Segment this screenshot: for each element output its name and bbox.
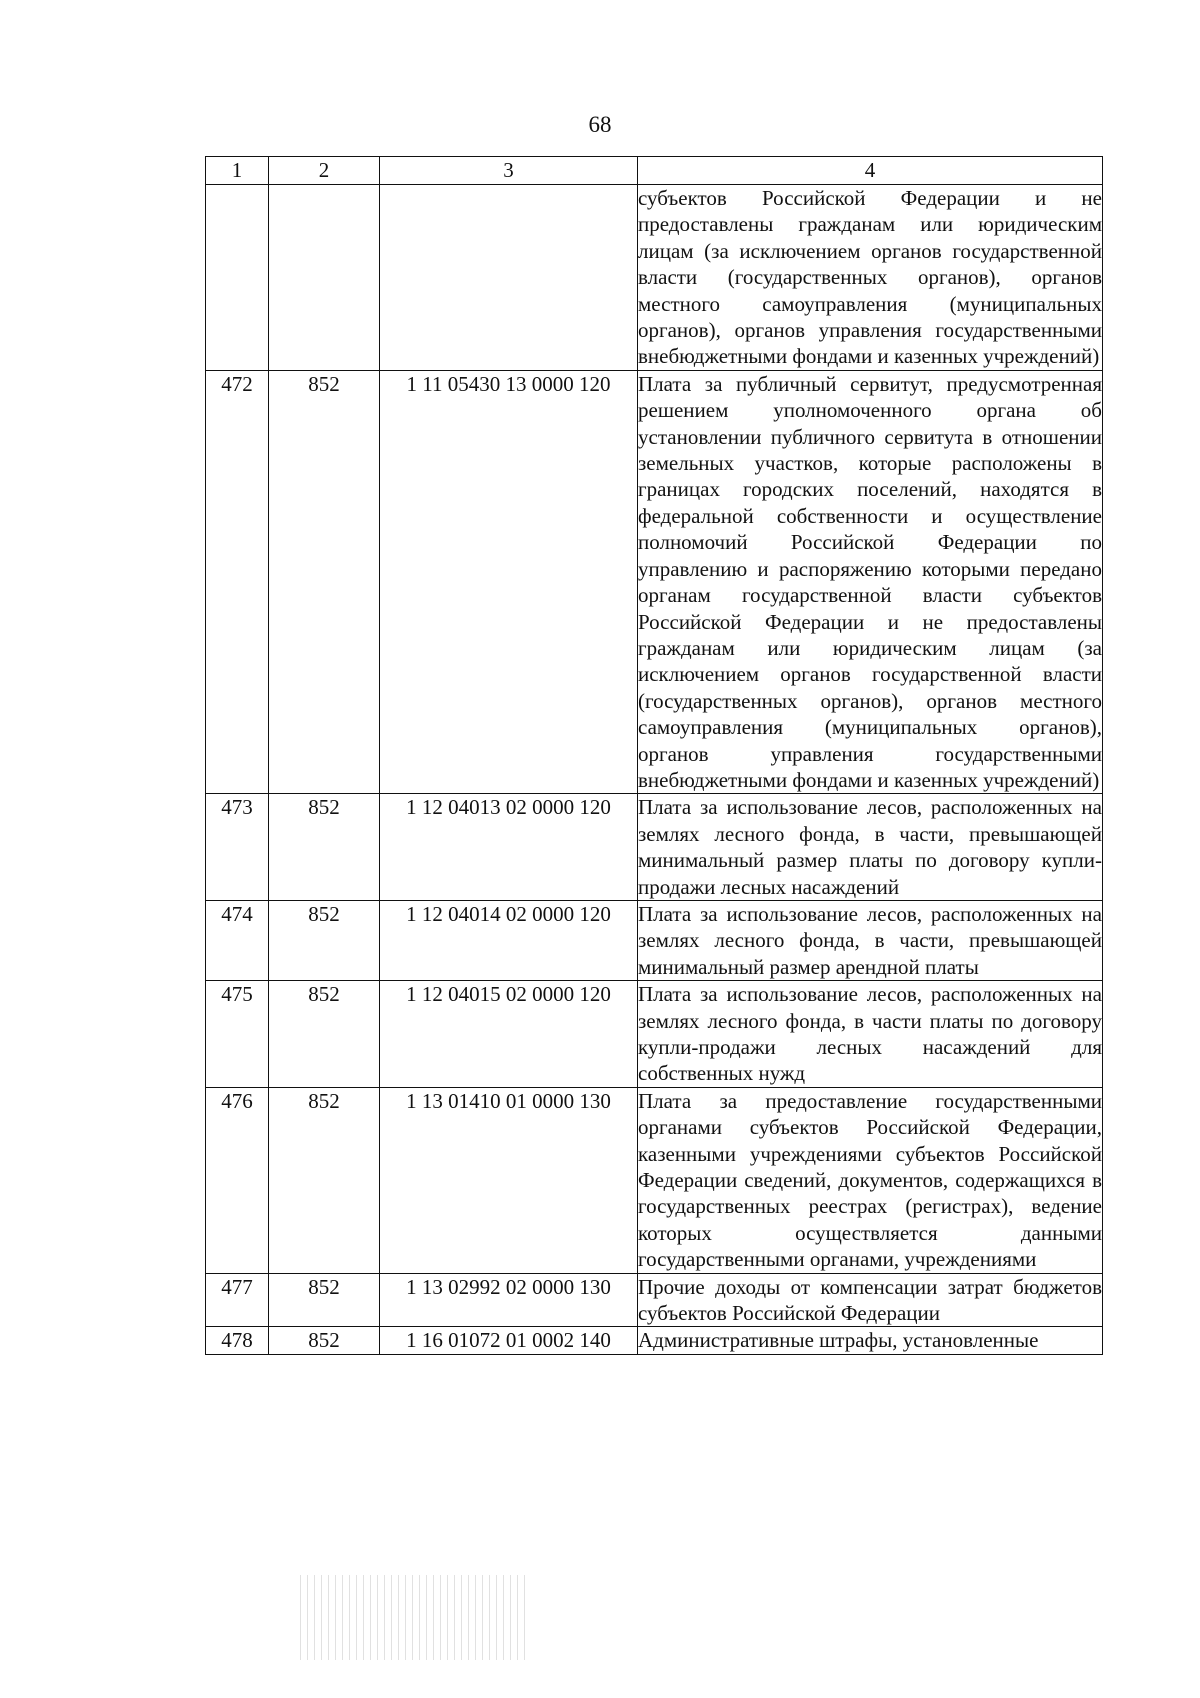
table-row [206, 185, 1103, 371]
description-cell: Плата за использование лесов, расположенных на землях лесного фонда, в части, превышающей минимальный размер платы по договору купли-продажи лесных насаждений [638, 795, 1102, 899]
row-number-cell: 476 [206, 1087, 269, 1273]
budget-code-cell: 1 12 04013 02 0000 120 [380, 794, 638, 901]
budget-code-cell: 1 16 01072 01 0002 140 [380, 1327, 638, 1354]
row-number-cell: 478 [206, 1327, 269, 1354]
row-number-cell: 473 [206, 794, 269, 901]
admin-code-cell: 852 [269, 1273, 380, 1327]
description-cell: субъектов Российской Федерации и не предоставлены гражданам или юридическим лицам (за исключением органов государственной власти (государственных органов), органов местного самоуправления (муниципальных органов), органов управления государственными внебюджетными фондами и казенных учреждений) [638, 186, 1102, 369]
description-cell: Плата за использование лесов, расположенных на землях лесного фонда, в части платы по договору купли-продажи лесных насаждений для собственных нужд [638, 982, 1102, 1086]
budget-code-cell [380, 185, 638, 371]
table-row [206, 981, 1103, 1088]
table-row [206, 1327, 1103, 1354]
row-number-cell [206, 185, 269, 371]
table-row [206, 900, 1103, 980]
table-row [206, 794, 1103, 901]
admin-code-cell: 852 [269, 794, 380, 901]
description-cell: Плата за использование лесов, расположенных на землях лесного фонда, в части, превышающей минимальный размер арендной платы [638, 901, 1102, 979]
admin-code-cell: 852 [269, 1327, 380, 1354]
description-cell: Административные штрафы, установленные [638, 1327, 1103, 1354]
admin-code-cell: 852 [269, 1087, 380, 1273]
table-row [206, 370, 1103, 794]
budget-code-cell: 1 13 02992 02 0000 130 [380, 1273, 638, 1327]
row-number-cell: 472 [206, 370, 269, 794]
table-row [206, 1273, 1103, 1327]
budget-code-cell: 1 12 04014 02 0000 120 [380, 900, 638, 980]
column-header-4: 4 [638, 157, 1103, 185]
page-number: 68 [588, 112, 612, 137]
budget-code-cell: 1 11 05430 13 0000 120 [380, 370, 638, 794]
revenue-codes-table [205, 156, 1103, 1355]
scan-artifact [300, 1575, 525, 1660]
budget-code-cell: 1 13 01410 01 0000 130 [380, 1087, 638, 1273]
description-cell: Плата за публичный сервитут, предусмотренная решением уполномоченного органа об установлении публичного сервитута в отношении земельных участков, которые расположены в границах городских поселений, находятся в федеральной собственности и осуществление полномочий Российской Федерации по управлению и распоряжению которыми передано органам государственной власти субъектов Российской Федерации и не предоставлены гражданам или юридическим лицам (за исключением органов государственной власти (государственных органов), органов местного самоуправления (муниципальных органов), органов управления государственными внебюджетными фондами и казенных учреждений) [638, 371, 1102, 792]
column-header-2: 2 [269, 157, 380, 185]
budget-code-cell: 1 12 04015 02 0000 120 [380, 981, 638, 1088]
table-row [206, 1087, 1103, 1273]
column-header-3: 3 [380, 157, 638, 185]
row-number-cell: 474 [206, 900, 269, 980]
admin-code-cell: 852 [269, 900, 380, 980]
row-number-cell: 477 [206, 1273, 269, 1327]
row-number-cell: 475 [206, 981, 269, 1088]
admin-code-cell: 852 [269, 370, 380, 794]
description-cell: Плата за предоставление государственными органами субъектов Российской Федерации, казенными учреждениями субъектов Российской Федерации сведений, документов, содержащихся в государственных реестрах (регистрах), ведение которых осуществляется данными государственными органами, учреждениями [638, 1088, 1102, 1272]
column-header-1: 1 [206, 157, 269, 185]
admin-code-cell: 852 [269, 981, 380, 1088]
admin-code-cell [269, 185, 380, 371]
table-header-row [206, 157, 1103, 185]
description-cell: Прочие доходы от компенсации затрат бюджетов субъектов Российской Федерации [638, 1274, 1102, 1326]
